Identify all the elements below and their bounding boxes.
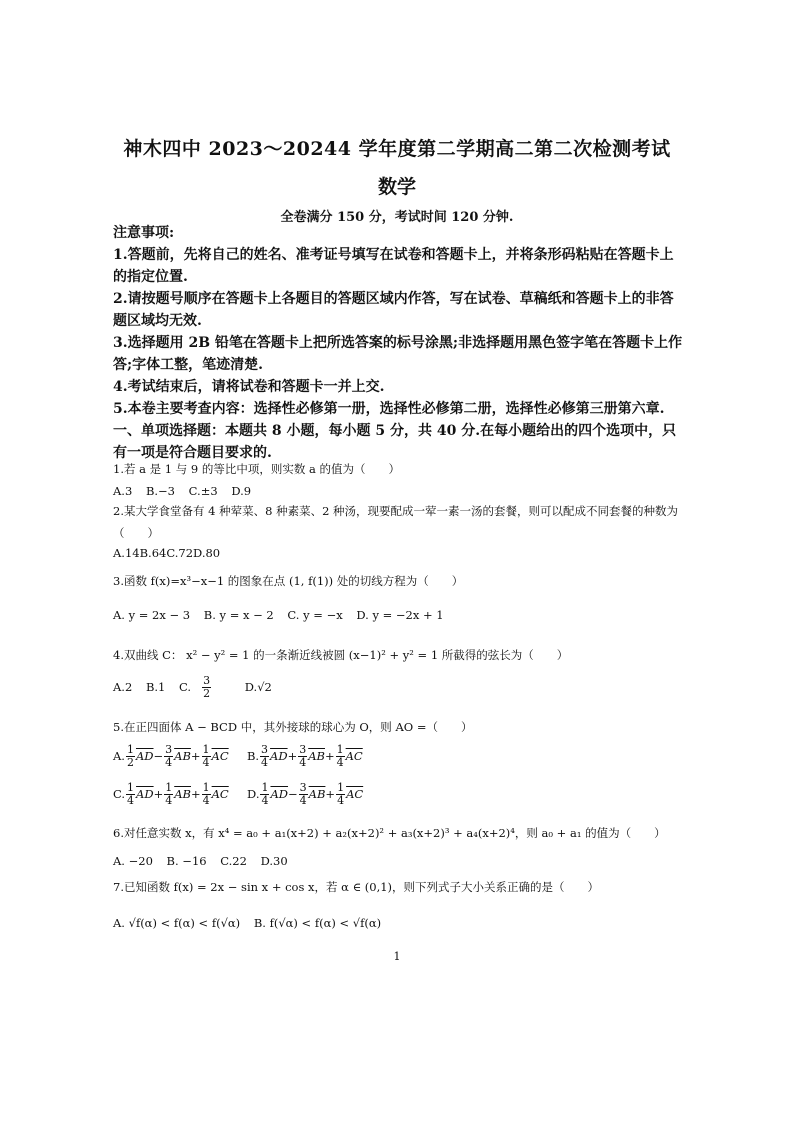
question-2-options: A.14B.64C.72D.80 [113, 546, 221, 560]
question-6-options [113, 850, 686, 872]
notice-item-1: 1.答题前，先将自己的姓名、准考证号填写在试卷和答题卡上，并将条形码粘贴在答题卡上的指定位置. [113, 247, 674, 285]
score-line: 全卷满分 150 分，考试时间 120 分钟. [280, 210, 514, 225]
notice-heading: 注意事项: [113, 225, 175, 241]
question-7-stem: 7.已知函数 f(x) = 2x − sin x + cos x，若 α ∈ (0,1)，则下列式子大小关系正确的是（ ） [113, 880, 600, 894]
q5-option-b: B. $\frac{3}{4}$ $\overline{AD}+$ $\frac{3}{4}$ $\overline{AB}+$ $\frac{1}{4}$ $\overline{AC}$ [246, 743, 363, 769]
section-1-heading: 一、单项选择题：本题共 8 小题，每小题 5 分，共 40 分.在每小题给出的四个选项中，只有一项是符合题目要求的. [113, 423, 677, 461]
q4-option-a: A.2 [113, 679, 133, 694]
q3-option-b: B. y = x − 2 [203, 608, 274, 622]
q7-option-a: A. √f(α) < f(α) < f(√α) [113, 916, 241, 930]
notice-item-3: 3.选择题用 2B 铅笔在答题卡上把所选答案的标号涂黑;非选择题用黑色签字笔在答题卡上作答;字体工整，笔迹清楚. [113, 335, 683, 373]
question-1-stem: 1.若 a 是 1 与 9 的等比中项，则实数 a 的值为（ ） [113, 462, 401, 476]
q6-option-c: C.22 [220, 854, 247, 868]
q6-option-a: A. −20 [113, 854, 153, 868]
q1-option-d: D.9 [231, 484, 252, 498]
question-5-options-ab [113, 744, 686, 769]
q1-option-b: B.−3 [145, 484, 175, 498]
q3-option-d: D. y = −2x + 1 [356, 608, 444, 622]
question-5-stem: 5.在正四面体 A − BCD 中，其外接球的球心为 O，则 AO =（ ） [113, 720, 473, 734]
q4-option-c-fraction [202, 675, 221, 700]
question-5-options-cd [113, 782, 686, 807]
q4-option-d: D.√2 [244, 679, 272, 694]
q1-option-a: A.3 [113, 484, 133, 498]
question-1-options [113, 480, 686, 502]
notice-item-2: 2.请按题号顺序在答题卡上各题目的答题区域内作答，写在试卷、草稿纸和答题卡上的非答题区域均无效. [113, 291, 674, 329]
question-7-options [113, 912, 686, 934]
page-number: 1 [393, 950, 401, 963]
q4-option-c [179, 675, 231, 700]
q4-option-c-denominator: 2 [203, 687, 211, 700]
q4-option-c-numerator: 3 [203, 674, 211, 687]
question-4-stem: 4.双曲线 C： x² − y² = 1 的一条渐近线被圆 (x−1)² + y² = 1 所截得的弦长为（ ） [113, 648, 569, 662]
notice-item-4: 4.考试结束后，请将试卷和答题卡一并上交. [113, 379, 385, 395]
q3-option-a: A. y = 2x − 3 [113, 608, 191, 622]
q5-option-c: C. $\frac{1}{4}$ $\overline{AD}+$ $\frac{1}{4}$ $\overline{AB}+$ $\frac{1}{4}$ $\overline{AC}$ [113, 781, 229, 807]
q6-option-d: D.30 [260, 854, 288, 868]
notice-item-5: 5.本卷主要考查内容：选择性必修第一册，选择性必修第二册，选择性必修第三册第六章. [113, 401, 665, 417]
q4-option-c-prefix: C. [179, 679, 192, 694]
question-6-stem: 6.对任意实数 x，有 x⁴ = a₀ + a₁(x+2) + a₂(x+2)² + a₃(x+2)³ + a₄(x+2)⁴，则 a₀ + a₁ 的值为（ ） [113, 826, 666, 840]
question-4-options [113, 675, 686, 700]
question-2-stem: 2.某大学食堂备有 4 种荤菜、8 种素菜、2 种汤，现要配成一荤一素一汤的套餐，则可以配成不同套餐的种数为（ ） [113, 504, 679, 540]
question-3-options [113, 604, 686, 626]
q1-option-c: C.±3 [188, 484, 218, 498]
q7-option-b: B. f(√α) < f(α) < √f(α) [253, 916, 382, 930]
q3-option-c: C. y = −x [287, 608, 343, 622]
q5-option-a: A. $\frac{1}{2}$ $\overline{AD}-$ $\frac{3}{4}$ $\overline{AB}+$ $\frac{1}{4}$ $\overline{AC}$ [113, 743, 229, 769]
exam-title: 神木四中 2023～20244 学年度第二学期高二第二次检测考试 [123, 138, 671, 160]
q5-option-d: D. $\frac{1}{4}$ $\overline{AD}-$ $\frac{3}{4}$ $\overline{AB}+$ $\frac{1}{4}$ $\overline{AC}$ [247, 781, 364, 807]
q6-option-b: B. −16 [166, 854, 207, 868]
subject-title: 数学 [377, 176, 416, 198]
question-3-stem: 3.函数 f(x)=x³−x−1 的图象在点 (1, f(1)) 处的切线方程为（ ） [113, 574, 464, 588]
q4-option-b: B.1 [145, 679, 166, 694]
